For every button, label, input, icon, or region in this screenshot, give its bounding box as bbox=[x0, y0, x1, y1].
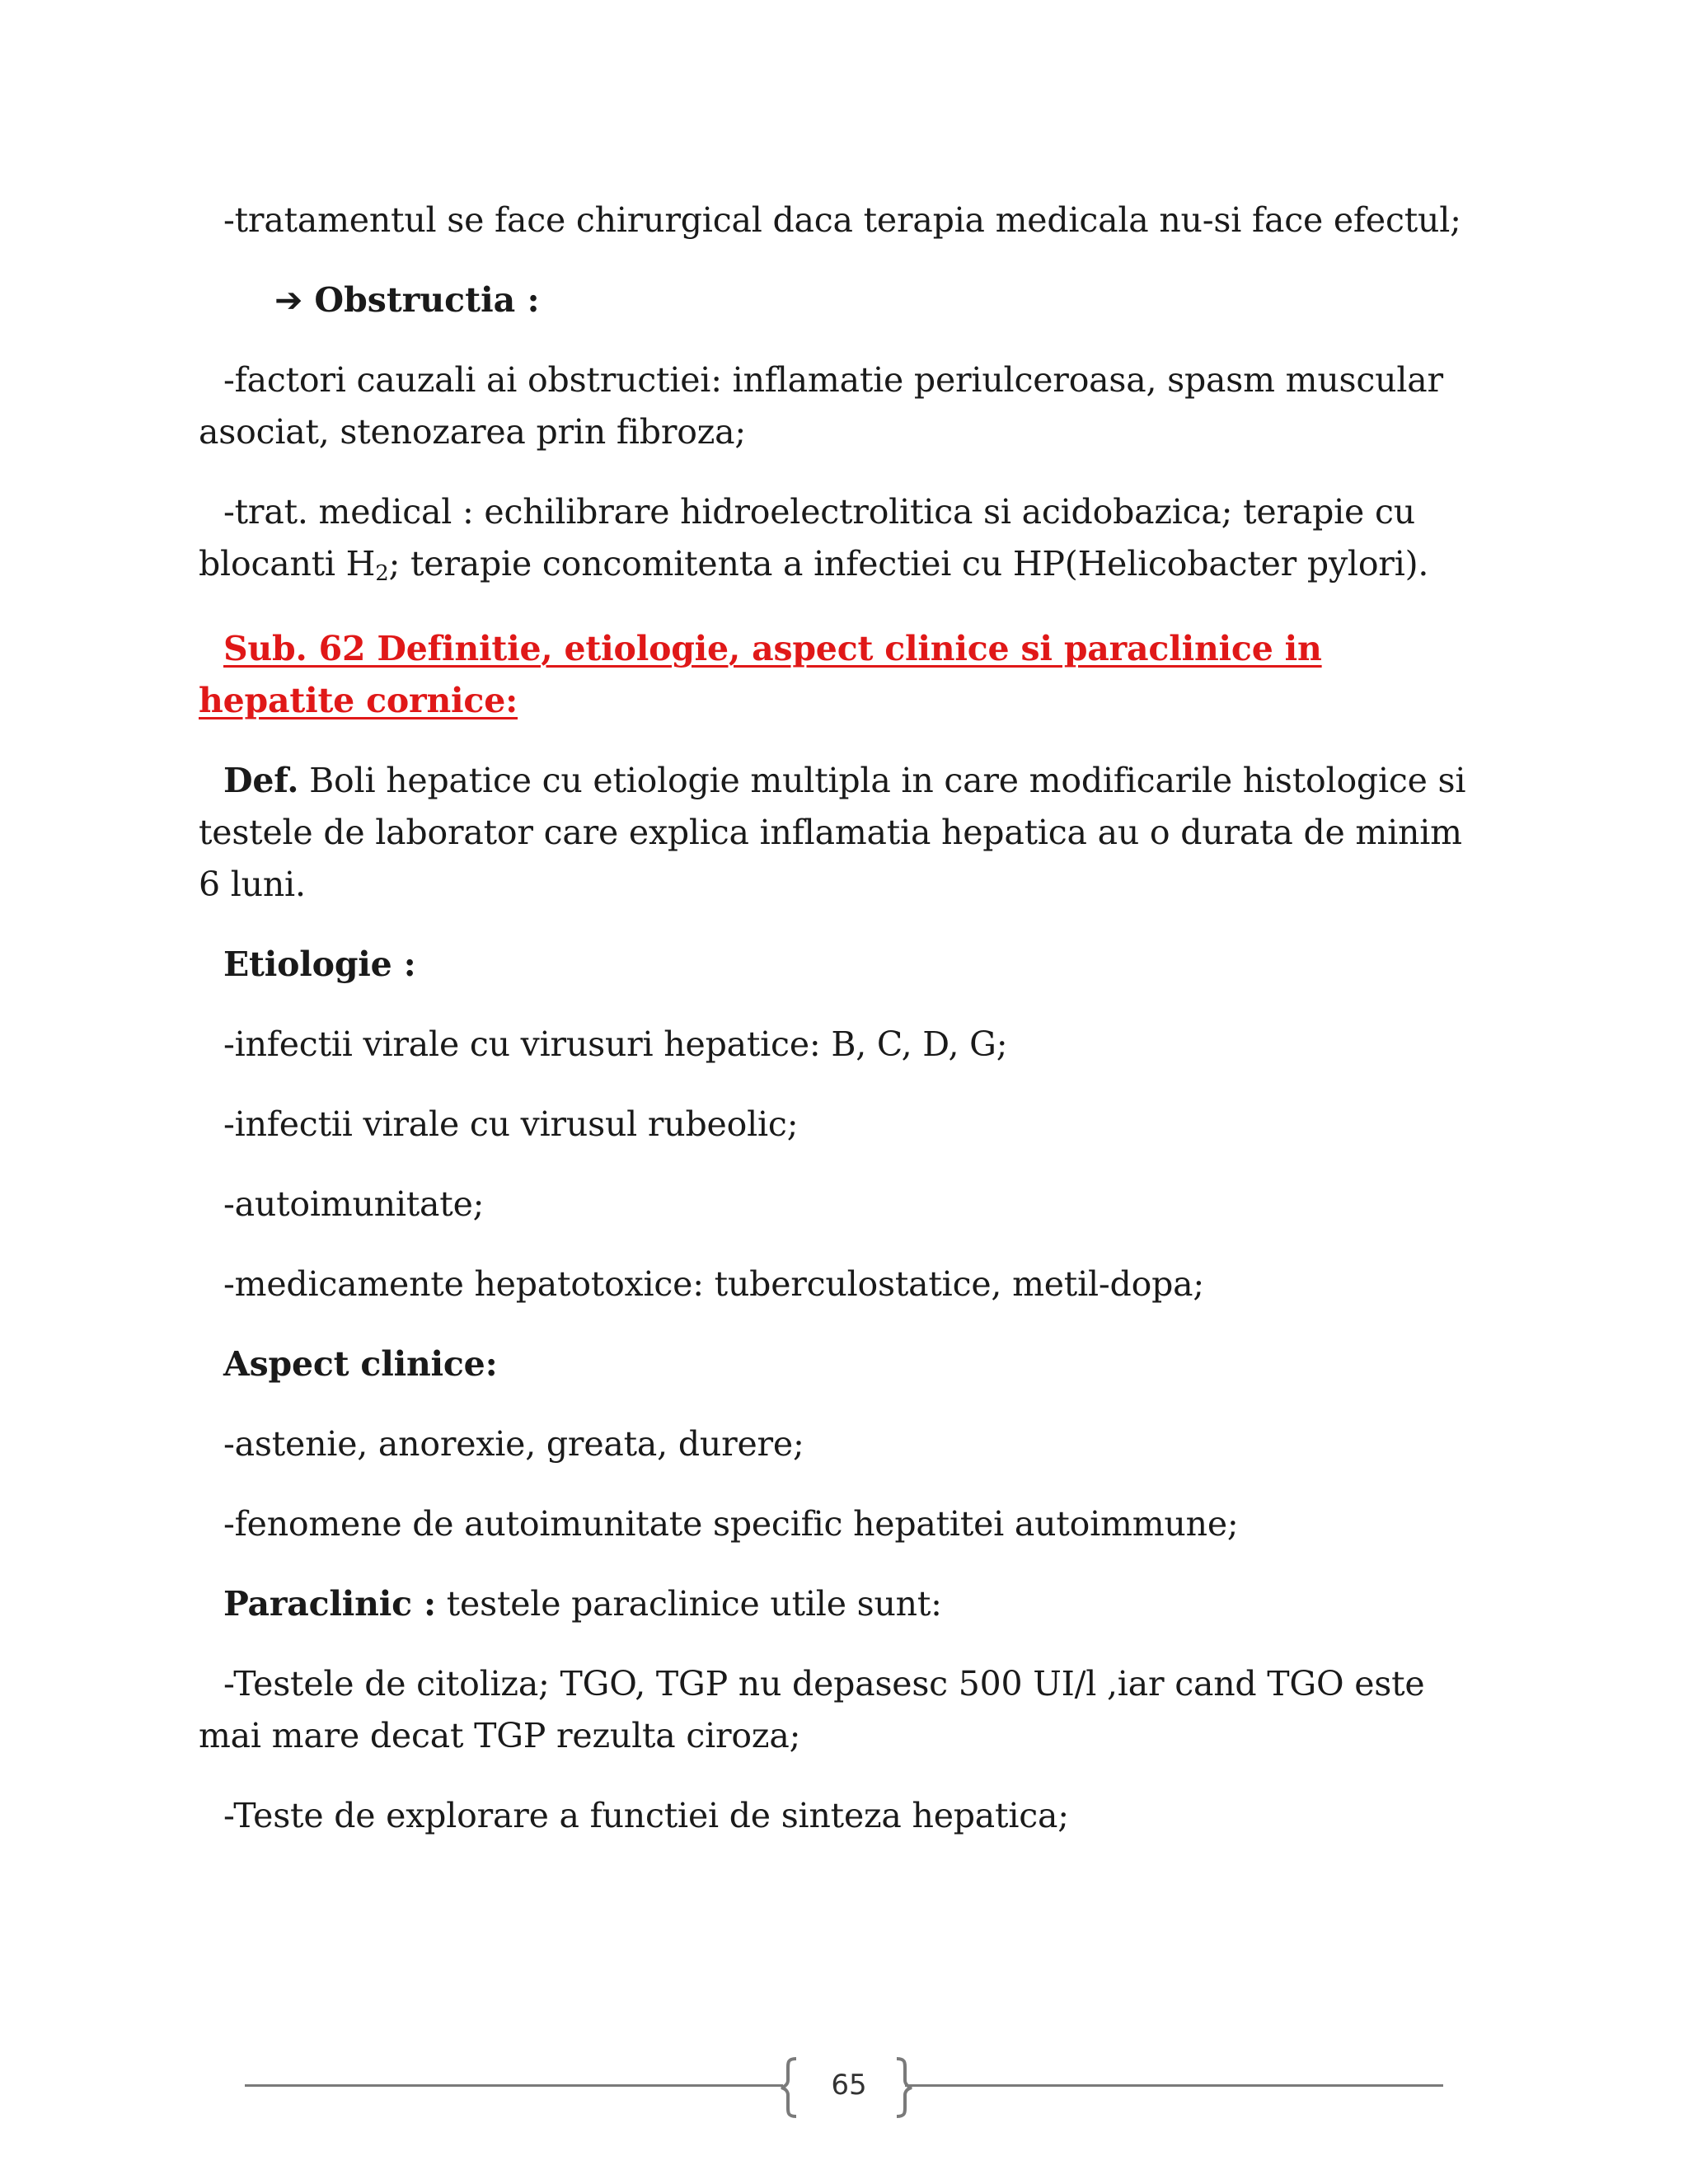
etiologie-heading: Etiologie : bbox=[223, 944, 416, 984]
clinice-item: -astenie, anorexie, greata, durere; bbox=[223, 1424, 804, 1464]
page-footer bbox=[0, 2057, 1688, 2126]
document-body bbox=[199, 194, 1468, 1870]
paraclinic-item: -Testele de citoliza; TGO, TGP nu depasesc 500 UI/l ,iar cand TGO este mai mare decat TGP rezulta ciroza; bbox=[199, 1664, 1425, 1755]
subject-62-heading: Sub. 62 Definitie, etiologie, aspect clinice si paraclinice in hepatite cornice: bbox=[199, 629, 1322, 720]
clinice-heading: Aspect clinice: bbox=[223, 1344, 498, 1384]
obstructia-heading bbox=[199, 274, 1468, 326]
paragraph-medical-treatment bbox=[199, 486, 1468, 595]
etiologie-item: -medicamente hepatotoxice: tuberculostatice, metil-dopa; bbox=[223, 1264, 1204, 1304]
etiologie-item: -infectii virale cu virusuri hepatice: B, C, D, G; bbox=[223, 1024, 1008, 1064]
etiologie-item: -infectii virale cu virusul rubeolic; bbox=[223, 1104, 799, 1144]
h2-subscript: 2 bbox=[375, 561, 389, 586]
definition-text: Boli hepatice cu etiologie multipla in care modificarile histologice si testele de laborator care explica inflamatia hepatica au o durata de minim 6 luni. bbox=[199, 761, 1466, 904]
footer-rule-left bbox=[245, 2084, 783, 2087]
page-number: 65 bbox=[831, 2069, 867, 2102]
clinice-item: -fenomene de autoimunitate specific hepatitei autoimmune; bbox=[223, 1504, 1239, 1544]
definition-paragraph bbox=[199, 755, 1468, 911]
paragraph-treatment-surgical: -tratamentul se face chirurgical daca terapia medicala nu-si face efectul; bbox=[223, 200, 1461, 240]
paraclinic-text: testele paraclinice utile sunt: bbox=[435, 1584, 942, 1624]
paraclinic-paragraph bbox=[199, 1578, 1468, 1630]
medical-treatment-text-1: -trat. medical : echilibrare hidroelectrolitica si acidobazica; terapie cu blocanti H bbox=[199, 492, 1415, 583]
footer-rule-right bbox=[905, 2084, 1443, 2087]
paragraph-obstruction-factors: -factori cauzali ai obstructiei: inflamatie periulceroasa, spasm muscular asociat, stenozarea prin fibroza; bbox=[199, 360, 1443, 452]
right-brace-icon bbox=[893, 2057, 913, 2118]
right-arrow-icon: ➔ bbox=[274, 280, 303, 320]
paraclinic-label: Paraclinic : bbox=[223, 1584, 436, 1624]
paraclinic-item: -Teste de explorare a functiei de sinteza hepatica; bbox=[223, 1796, 1069, 1835]
medical-treatment-text-2: ; terapie concomitenta a infectiei cu HP(Helicobacter pylori). bbox=[388, 544, 1429, 583]
obstructia-heading-text: Obstructia : bbox=[314, 280, 540, 320]
etiologie-item: -autoimunitate; bbox=[223, 1184, 485, 1224]
definition-label: Def. bbox=[223, 761, 299, 800]
